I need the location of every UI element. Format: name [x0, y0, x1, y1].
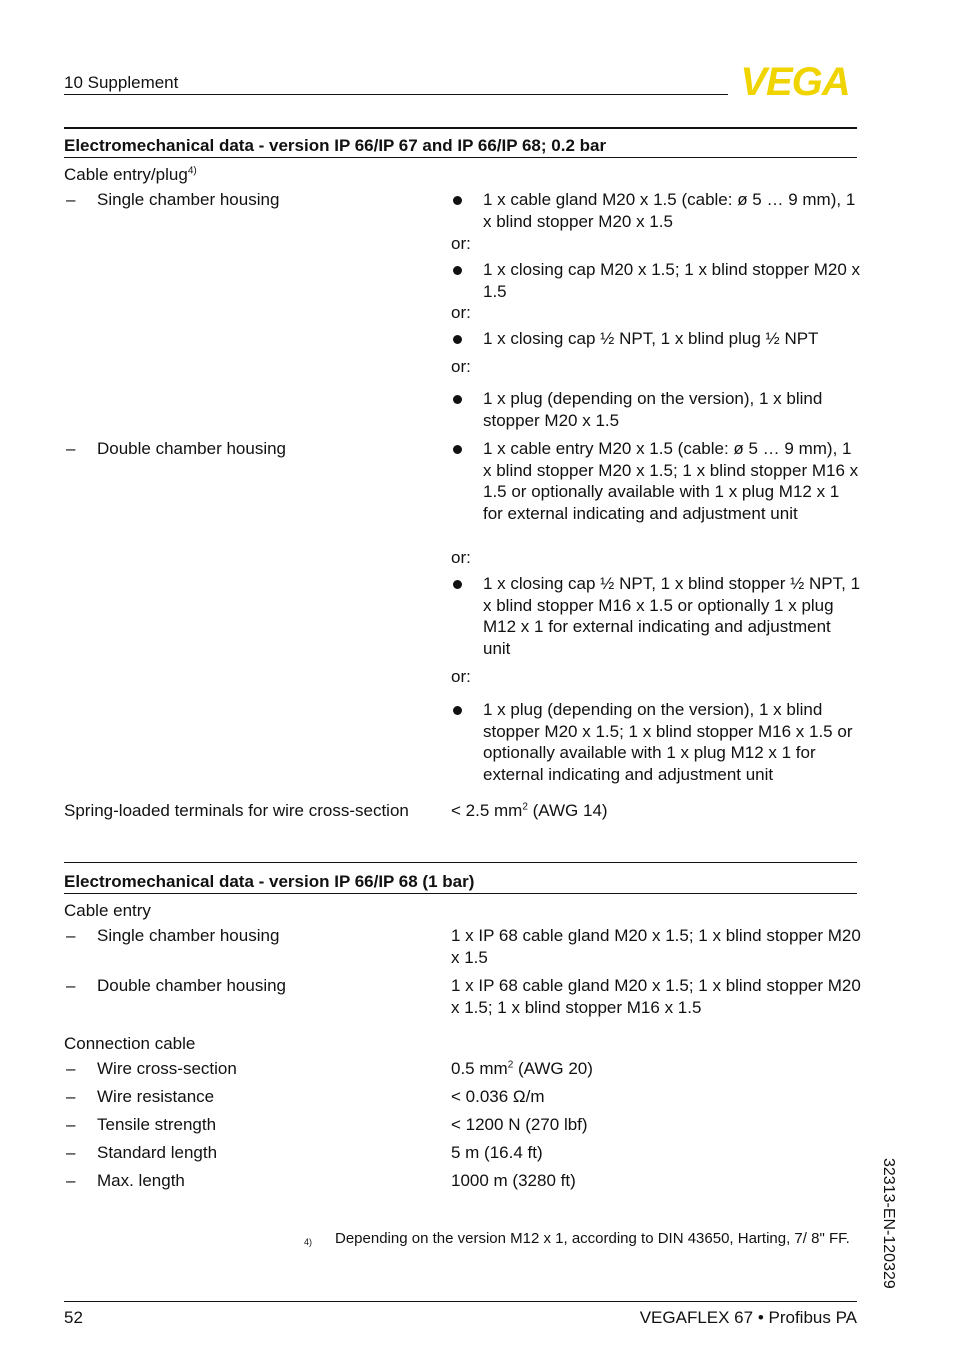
- standard-length-value: 5 m (16.4 ft): [451, 1143, 543, 1162]
- or-text: or:: [451, 667, 471, 686]
- footer-rule: [64, 1301, 857, 1302]
- tensile-strength-value: < 1200 N (270 lbf): [451, 1115, 588, 1134]
- bullet-icon: [453, 335, 462, 344]
- section2-title: Electromechanical data - version IP 66/IP 68 (1 bar): [64, 872, 475, 891]
- or-text: or:: [451, 303, 471, 322]
- vega-logo-text: VEGA: [740, 64, 850, 98]
- or-text: or:: [451, 357, 471, 376]
- section2-bottom-rule: [64, 893, 857, 894]
- wire-cross-section-value: 0.5 $mm^2$ (AWG 20): [451, 1059, 593, 1078]
- spring-terminals-value: < 2.5 $mm^2$ (AWG 14): [451, 801, 608, 820]
- footnote-text: Depending on the version M12 x 1, according to DIN 43650, Harting, 7/ 8" FF.: [335, 1230, 850, 1247]
- footnote-mark: 4): [304, 1237, 313, 1247]
- header-section-title: 10 Supplement: [64, 73, 179, 92]
- max-length-value: 1000 m (3280 ft): [451, 1171, 576, 1190]
- bullet-icon: [453, 706, 462, 715]
- spring-terminals-label: Spring-loaded terminals for wire cross-section: [64, 801, 409, 820]
- double-chamber-value: 1 x IP 68 cable gland M20 x 1.5; 1 x blind stopper M20 x 1.5; 1 x blind stopper M16 x 1.5: [451, 976, 861, 1017]
- footnote-ref: 4): [187, 165, 197, 177]
- bullet-icon: [453, 196, 462, 205]
- section1-bottom-rule: [64, 157, 857, 158]
- or-text: or:: [451, 234, 471, 253]
- single-chamber-value: 1 x IP 68 cable gland M20 x 1.5; 1 x blind stopper M20 x 1.5: [451, 926, 861, 967]
- bullet-icon: [453, 266, 462, 275]
- cable-entry-label: Cable entry: [64, 901, 151, 920]
- section1-top-rule: [64, 127, 857, 129]
- bullet-icon: [453, 445, 462, 454]
- cable-entry-plug-label: Cable entry/plug$^{4)}$: [64, 165, 197, 184]
- page-number: 52: [64, 1308, 83, 1327]
- document-code-vertical: 32313-EN-120329: [880, 1158, 897, 1289]
- bullet-icon: [453, 580, 462, 589]
- section2-top-rule: [64, 862, 857, 863]
- vega-logo: [733, 64, 857, 98]
- connection-cable-label: Connection cable: [64, 1034, 196, 1053]
- section1-title: Electromechanical data - version IP 66/IP 67 and IP 66/IP 68; 0.2 bar: [64, 136, 607, 155]
- footer-document-title: VEGAFLEX 67 • Profibus PA: [639, 1308, 857, 1327]
- or-text: or:: [451, 548, 471, 567]
- header-rule: [64, 94, 728, 95]
- wire-resistance-value: < 0.036 Ω/m: [451, 1087, 545, 1106]
- bullet-icon: [453, 395, 462, 404]
